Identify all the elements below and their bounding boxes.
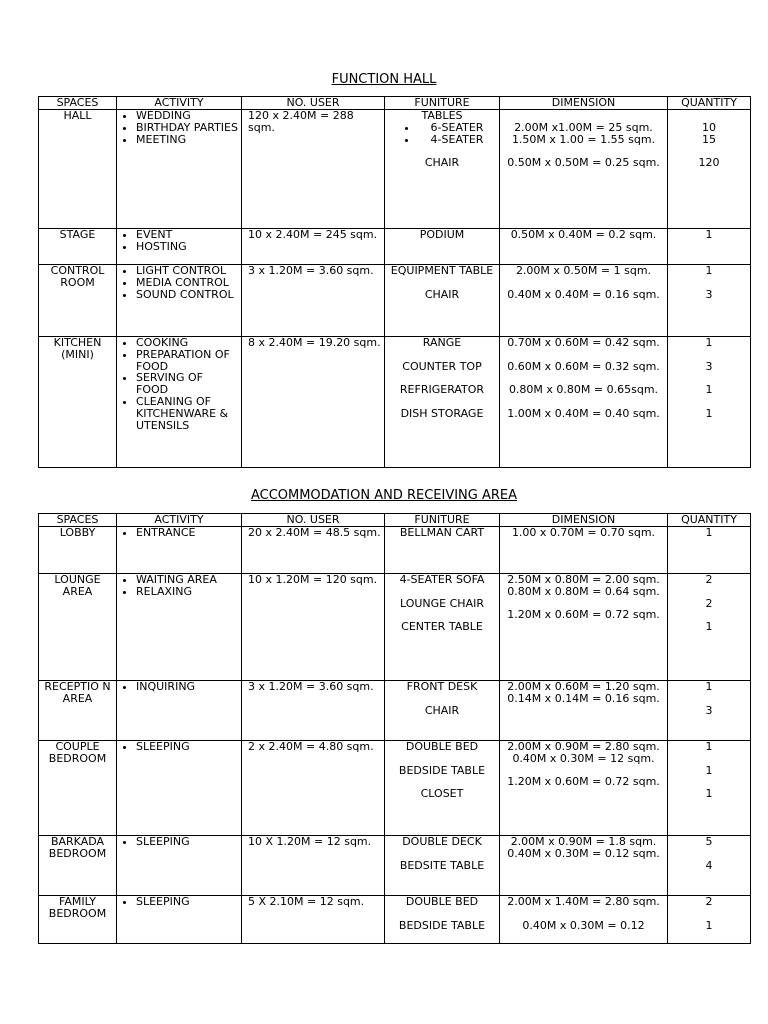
- function-hall-table: [38, 96, 751, 468]
- dimension-cell: [500, 110, 668, 229]
- furniture-item: CHAIR: [424, 287, 460, 301]
- header-quantity: QUANTITY: [668, 97, 751, 110]
- furniture-cell: [385, 337, 500, 468]
- space-cell: BARKADA BEDROOM: [39, 836, 117, 896]
- table-row: [39, 265, 751, 337]
- furniture-item: CHAIR: [424, 156, 460, 170]
- space-cell: STAGE: [39, 229, 117, 265]
- quantity-item: 15: [702, 132, 716, 146]
- list-item: • SLEEPING: [136, 836, 238, 848]
- quantity-item: 5: [705, 835, 713, 848]
- list-item: • PREPARATION OF FOOD: [136, 349, 238, 373]
- header-quantity: QUANTITY: [668, 514, 751, 527]
- dimension-item: 2.00M x1.00M = 25 sqm.: [514, 120, 653, 134]
- quantity-item: 1: [705, 336, 713, 349]
- quantity-item: 1: [705, 787, 713, 801]
- header-furniture: FUNITURE: [385, 97, 500, 110]
- quantity-item: 1: [705, 620, 713, 634]
- furniture-cell: [385, 896, 500, 944]
- function-hall-title: FUNCTION HALL: [331, 72, 437, 87]
- list-item: • MEETING: [136, 134, 238, 146]
- accommodation-title: ACCOMMODATION AND RECEIVING AREA: [250, 488, 518, 503]
- list-item: • ENTRANCE: [136, 527, 238, 539]
- users-cell: 10 x 1.20M = 120 sqm.: [242, 574, 385, 681]
- dimension-item: 0.80M x 0.80M = 0.65sqm.: [508, 383, 659, 397]
- header-spaces: SPACES: [39, 97, 117, 110]
- furniture-cell: PODIUM: [385, 229, 500, 265]
- header-dimension: DIMENSION: [500, 97, 668, 110]
- dimension-item: 1.20M x 0.60M = 0.72 sqm.: [507, 775, 660, 789]
- furniture-item: 4-SEATER SOFA: [399, 573, 485, 586]
- quantity-cell: [668, 836, 751, 896]
- space-cell: KITCHEN (MINI): [39, 337, 117, 468]
- dimension-item: 2.00M x 0.60M = 1.20 sqm.: [507, 680, 660, 693]
- quantity-item: 3: [705, 359, 713, 373]
- header-no-user: NO. USER: [242, 97, 385, 110]
- quantity-cell: [668, 110, 751, 229]
- furniture-item: RANGE: [422, 336, 462, 349]
- quantity-item: 3: [705, 703, 713, 717]
- table-row: [39, 741, 751, 836]
- furniture-item: CHAIR: [424, 703, 460, 717]
- header-spaces: SPACES: [39, 514, 117, 527]
- quantity-cell: 1: [668, 229, 751, 265]
- quantity-item: 1: [705, 264, 713, 277]
- list-item: • SLEEPING: [136, 896, 238, 908]
- quantity-item: 1: [705, 383, 713, 397]
- furniture-cell: [385, 265, 500, 337]
- table-header-row: [39, 97, 751, 110]
- header-activity: ACTIVITY: [117, 514, 242, 527]
- furniture-item: DOUBLE BED: [405, 740, 479, 753]
- dimension-cell: [500, 896, 668, 944]
- activity-cell: [117, 110, 242, 229]
- header-no-user: NO. USER: [242, 514, 385, 527]
- quantity-cell: [668, 574, 751, 681]
- activity-cell: [117, 337, 242, 468]
- users-cell: 2 x 2.40M = 4.80 sqm.: [242, 741, 385, 836]
- dimension-item: 2.00M x 0.90M = 1.8 sqm.: [510, 835, 657, 848]
- users-cell: 20 x 2.40M = 48.5 sqm.: [242, 527, 385, 574]
- table-row: [39, 681, 751, 741]
- dimension-item: 0.70M x 0.60M = 0.42 sqm.: [507, 336, 660, 349]
- list-item: • EVENT: [136, 229, 238, 241]
- list-item: • COOKING: [136, 337, 238, 349]
- dimension-item: 0.50M x 0.50M = 0.25 sqm.: [507, 156, 660, 170]
- space-cell: HALL: [39, 110, 117, 229]
- furniture-item: BEDSITE TABLE: [399, 858, 485, 872]
- space-cell: CONTROL ROOM: [39, 265, 117, 337]
- table-row: [39, 574, 751, 681]
- dimension-item: 0.60M x 0.60M = 0.32 sqm.: [507, 359, 660, 373]
- dimension-item: 1.00M x 0.40M = 0.40 sqm.: [507, 406, 660, 420]
- list-item: • SERVING OF FOOD: [136, 372, 238, 396]
- furniture-item: CENTER TABLE: [401, 620, 483, 634]
- quantity-item: 1: [705, 763, 713, 777]
- dimension-item: 2.00M x 1.40M = 2.80 sqm.: [507, 895, 660, 908]
- list-item: • BIRTHDAY PARTIES: [136, 122, 238, 134]
- dimension-cell: [500, 265, 668, 337]
- quantity-cell: [668, 337, 751, 468]
- activity-cell: [117, 527, 242, 574]
- users-cell: 3 x 1.20M = 3.60 sqm.: [242, 265, 385, 337]
- dimension-item: 2.00M x 0.50M = 1 sqm.: [515, 264, 652, 277]
- dimension-cell: [500, 337, 668, 468]
- furniture-cell: BELLMAN CART: [385, 527, 500, 574]
- list-item: • SLEEPING: [136, 741, 238, 753]
- space-cell: LOUNGE AREA: [39, 574, 117, 681]
- dimension-cell: [500, 681, 668, 741]
- dimension-item: 0.40M x 0.30M = 12 sqm.: [512, 751, 655, 765]
- list-item: • INQUIRING: [136, 681, 238, 693]
- table-row: [39, 896, 751, 944]
- dimension-item: 1.20M x 0.60M = 0.72 sqm.: [507, 608, 660, 622]
- space-cell: FAMILY BEDROOM: [39, 896, 117, 944]
- space-cell: LOBBY: [39, 527, 117, 574]
- table-row: [39, 527, 751, 574]
- furniture-cell: [385, 110, 500, 229]
- quantity-item: 2: [705, 895, 713, 908]
- quantity-item: 2: [705, 596, 713, 610]
- list-item: • RELAXING: [136, 586, 238, 598]
- furniture-item: REFRIGERATOR: [399, 383, 485, 397]
- quantity-item: 1: [705, 680, 713, 693]
- table-header-row: [39, 514, 751, 527]
- users-cell: 8 x 2.40M = 19.20 sqm.: [242, 337, 385, 468]
- quantity-cell: [668, 896, 751, 944]
- dimension-cell: [500, 741, 668, 836]
- quantity-item: 3: [705, 287, 713, 301]
- furniture-item: BEDSIDE TABLE: [398, 763, 486, 777]
- furniture-cell: [385, 574, 500, 681]
- dimension-cell: [500, 574, 668, 681]
- furniture-cell: [385, 836, 500, 896]
- furniture-item: CLOSET: [420, 787, 464, 801]
- space-cell: RECEPTIO N AREA: [39, 681, 117, 741]
- table-row: [39, 337, 751, 468]
- furniture-item: DISH STORAGE: [400, 406, 484, 420]
- activity-cell: [117, 574, 242, 681]
- quantity-item: 1: [705, 740, 713, 753]
- list-item: • WAITING AREA: [136, 574, 238, 586]
- furniture-item: COUNTER TOP: [402, 359, 482, 373]
- activity-cell: [117, 896, 242, 944]
- quantity-item: 1: [705, 406, 713, 420]
- dimension-item: 2.50M x 0.80M = 2.00 sqm.: [507, 573, 660, 586]
- quantity-item: 2: [705, 573, 713, 586]
- furniture-item: DOUBLE DECK: [402, 835, 482, 848]
- dimension-item: 0.14M x 0.14M = 0.16 sqm.: [507, 691, 660, 705]
- users-cell: 3 x 1.20M = 3.60 sqm.: [242, 681, 385, 741]
- quantity-item: 1: [705, 918, 713, 932]
- furniture-cell: [385, 681, 500, 741]
- accommodation-table: [38, 513, 751, 944]
- dimension-item: 0.40M x 0.40M = 0.16 sqm.: [507, 287, 660, 301]
- furniture-item: TABLES: [421, 109, 463, 122]
- activity-cell: [117, 265, 242, 337]
- table-row: [39, 110, 751, 229]
- table-row: [39, 836, 751, 896]
- list-item: • MEDIA CONTROL: [136, 277, 238, 289]
- furniture-item: BEDSIDE TABLE: [398, 918, 486, 932]
- users-cell: 120 x 2.40M = 288 sqm.: [242, 110, 385, 229]
- list-item: • LIGHT CONTROL: [136, 265, 238, 277]
- dimension-item: 0.80M x 0.80M = 0.64 sqm.: [507, 584, 660, 598]
- quantity-item: 10: [702, 120, 716, 134]
- furniture-cell: [385, 741, 500, 836]
- list-item: • SOUND CONTROL: [136, 289, 238, 301]
- dimension-cell: 0.50M x 0.40M = 0.2 sqm.: [500, 229, 668, 265]
- furniture-item: LOUNGE CHAIR: [399, 596, 484, 610]
- header-furniture: FUNITURE: [385, 514, 500, 527]
- list-item: • HOSTING: [136, 241, 238, 253]
- dimension-cell: 1.00 x 0.70M = 0.70 sqm.: [500, 527, 668, 574]
- space-cell: COUPLE BEDROOM: [39, 741, 117, 836]
- list-item: • 4-SEATER: [418, 134, 496, 146]
- furniture-item: EQUIPMENT TABLE: [390, 264, 494, 277]
- furniture-item: FRONT DESK: [406, 680, 478, 693]
- quantity-cell: [668, 681, 751, 741]
- users-cell: 5 X 2.10M = 12 sqm.: [242, 896, 385, 944]
- quantity-cell: [668, 265, 751, 337]
- header-activity: ACTIVITY: [117, 97, 242, 110]
- activity-cell: [117, 229, 242, 265]
- dimension-item: 2.00M x 0.90M = 2.80 sqm.: [507, 740, 660, 753]
- quantity-cell: [668, 741, 751, 836]
- list-item: • 6-SEATER: [418, 122, 496, 134]
- list-item: • CLEANING OF KITCHENWARE & UTENSILS: [136, 396, 238, 431]
- quantity-item: 120: [698, 156, 720, 170]
- users-cell: 10 x 2.40M = 245 sqm.: [242, 229, 385, 265]
- table-row: [39, 229, 751, 265]
- dimension-item: 0.40M x 0.30M = 0.12 sqm.: [507, 846, 660, 860]
- quantity-cell: 1: [668, 527, 751, 574]
- dimension-item: 1.50M x 1.00 = 1.55 sqm.: [511, 132, 656, 146]
- users-cell: 10 X 1.20M = 12 sqm.: [242, 836, 385, 896]
- quantity-item: 4: [705, 858, 713, 872]
- activity-cell: [117, 741, 242, 836]
- dimension-cell: [500, 836, 668, 896]
- header-dimension: DIMENSION: [500, 514, 668, 527]
- activity-cell: [117, 836, 242, 896]
- dimension-item: 0.40M x 0.30M = 0.12: [522, 918, 645, 932]
- list-item: • WEDDING: [136, 110, 238, 122]
- furniture-item: DOUBLE BED: [405, 895, 479, 908]
- activity-cell: [117, 681, 242, 741]
